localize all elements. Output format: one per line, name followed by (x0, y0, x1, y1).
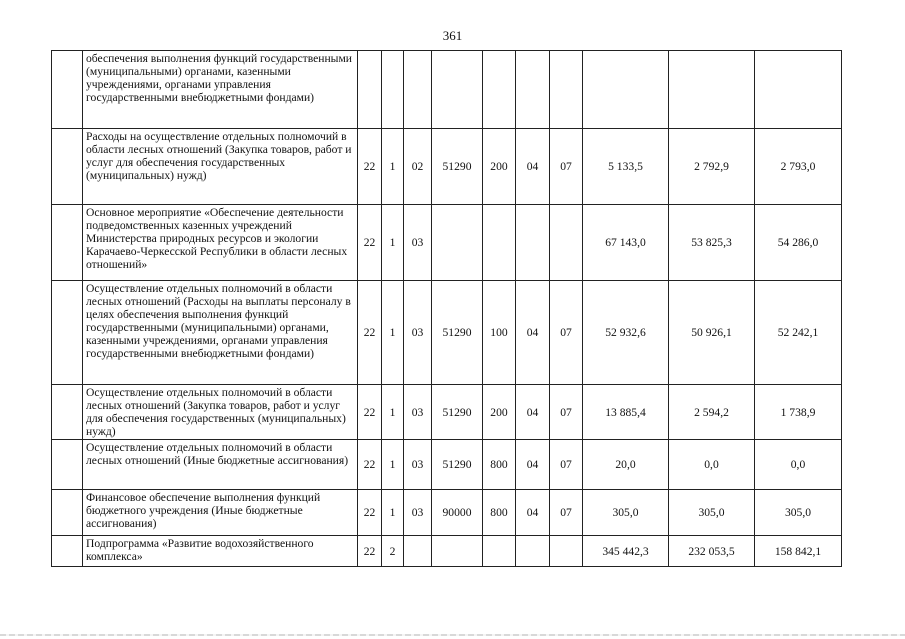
amount-year2-cell: 232 053,5 (669, 536, 755, 567)
code-direction-cell (432, 536, 483, 567)
table-row (52, 51, 842, 129)
code-direction-cell: 51290 (432, 129, 483, 205)
row-number-cell (52, 51, 83, 129)
code-rz-cell: 04 (516, 490, 550, 536)
amount-year1-cell: 345 442,3 (583, 536, 669, 567)
code-gp-cell (358, 51, 382, 129)
code-gp-cell: 22 (358, 490, 382, 536)
code-direction-cell: 51290 (432, 385, 483, 440)
amount-year1-cell (583, 51, 669, 129)
code-om-cell (404, 51, 432, 129)
table-row (52, 440, 842, 490)
code-rz-cell (516, 51, 550, 129)
code-om-cell: 03 (404, 281, 432, 385)
row-number-cell (52, 385, 83, 440)
amount-year2-cell: 305,0 (669, 490, 755, 536)
code-pr-cell (550, 51, 583, 129)
row-number-cell (52, 536, 83, 567)
amount-year2-cell: 2 594,2 (669, 385, 755, 440)
code-rz-cell: 04 (516, 129, 550, 205)
amount-year1-cell: 52 932,6 (583, 281, 669, 385)
code-rz-cell (516, 205, 550, 281)
table-row (52, 385, 842, 440)
code-om-cell: 03 (404, 205, 432, 281)
code-vr-cell: 800 (483, 490, 516, 536)
code-gp-cell: 22 (358, 536, 382, 567)
code-rz-cell: 04 (516, 385, 550, 440)
code-sp-cell: 1 (382, 490, 404, 536)
code-gp-cell: 22 (358, 440, 382, 490)
code-sp-cell: 1 (382, 281, 404, 385)
code-rz-cell: 04 (516, 440, 550, 490)
row-number-cell (52, 440, 83, 490)
code-gp-cell: 22 (358, 281, 382, 385)
amount-year1-cell: 13 885,4 (583, 385, 669, 440)
amount-year3-cell: 158 842,1 (755, 536, 842, 567)
code-sp-cell: 1 (382, 205, 404, 281)
scan-edge (0, 634, 905, 636)
row-name-cell: Финансовое обеспечение выполнения функций бюджетного учреждения (Иные бюджетные ассигнования) (83, 490, 358, 536)
code-pr-cell: 07 (550, 385, 583, 440)
page-number: 361 (442, 28, 463, 43)
code-rz-cell: 04 (516, 281, 550, 385)
code-om-cell: 03 (404, 490, 432, 536)
row-name-cell: Расходы на осуществление отдельных полномочий в области лесных отношений (Закупка товаров, работ и услуг для обеспечения государственных (муниципальных) нужд) (83, 129, 358, 205)
amount-year1-cell: 5 133,5 (583, 129, 669, 205)
code-gp-cell: 22 (358, 129, 382, 205)
amount-year3-cell (755, 51, 842, 129)
code-direction-cell (432, 51, 483, 129)
code-sp-cell: 1 (382, 129, 404, 205)
code-rz-cell (516, 536, 550, 567)
row-name-cell: Подпрограмма «Развитие водохозяйственного комплекса» (83, 536, 358, 567)
row-number-cell (52, 490, 83, 536)
code-gp-cell: 22 (358, 385, 382, 440)
code-direction-cell: 51290 (432, 281, 483, 385)
table-row (52, 205, 842, 281)
amount-year2-cell: 0,0 (669, 440, 755, 490)
budget-table (51, 50, 842, 567)
amount-year2-cell: 50 926,1 (669, 281, 755, 385)
code-pr-cell: 07 (550, 490, 583, 536)
amount-year2-cell: 2 792,9 (669, 129, 755, 205)
table-row (52, 129, 842, 205)
amount-year1-cell: 20,0 (583, 440, 669, 490)
code-direction-cell (432, 205, 483, 281)
code-sp-cell (382, 51, 404, 129)
row-name-cell: Осуществление отдельных полномочий в области лесных отношений (Расходы на выплаты персоналу в целях обеспечения выполнения функций государственными (муниципальными) органами, казенными учреждениями, органами управления государственными внебюджетными фондами) (83, 281, 358, 385)
row-number-cell (52, 281, 83, 385)
code-pr-cell: 07 (550, 129, 583, 205)
amount-year3-cell: 305,0 (755, 490, 842, 536)
code-vr-cell (483, 536, 516, 567)
code-vr-cell: 200 (483, 385, 516, 440)
row-number-cell (52, 205, 83, 281)
code-pr-cell: 07 (550, 440, 583, 490)
code-om-cell: 03 (404, 440, 432, 490)
code-vr-cell: 100 (483, 281, 516, 385)
table-row (52, 536, 842, 567)
code-vr-cell: 200 (483, 129, 516, 205)
code-vr-cell: 800 (483, 440, 516, 490)
code-sp-cell: 2 (382, 536, 404, 567)
code-direction-cell: 90000 (432, 490, 483, 536)
code-direction-cell: 51290 (432, 440, 483, 490)
amount-year1-cell: 305,0 (583, 490, 669, 536)
row-name-cell: Осуществление отдельных полномочий в области лесных отношений (Иные бюджетные ассигнования) (83, 440, 358, 490)
table-row (52, 490, 842, 536)
code-pr-cell (550, 536, 583, 567)
code-om-cell: 03 (404, 385, 432, 440)
amount-year1-cell: 67 143,0 (583, 205, 669, 281)
code-vr-cell (483, 51, 516, 129)
row-number-cell (52, 129, 83, 205)
row-name-cell: обеспечения выполнения функций государственными (муниципальными) органами, казенными учреждениями, органами управления государственными внебюджетными фондами) (83, 51, 358, 129)
amount-year3-cell: 0,0 (755, 440, 842, 490)
row-name-cell: Осуществление отдельных полномочий в области лесных отношений (Закупка товаров, работ и услуг для обеспечения государственных (муниципальных) нужд) (83, 385, 358, 440)
code-sp-cell: 1 (382, 385, 404, 440)
amount-year3-cell: 52 242,1 (755, 281, 842, 385)
code-pr-cell: 07 (550, 281, 583, 385)
code-vr-cell (483, 205, 516, 281)
amount-year3-cell: 1 738,9 (755, 385, 842, 440)
table-row (52, 281, 842, 385)
amount-year2-cell: 53 825,3 (669, 205, 755, 281)
row-name-cell: Основное мероприятие «Обеспечение деятельности подведомственных казенных учреждений Министерства природных ресурсов и экологии Карачаево-Черкесской Республики в области лесных отношений» (83, 205, 358, 281)
code-om-cell (404, 536, 432, 567)
amount-year2-cell (669, 51, 755, 129)
code-sp-cell: 1 (382, 440, 404, 490)
amount-year3-cell: 54 286,0 (755, 205, 842, 281)
code-pr-cell (550, 205, 583, 281)
amount-year3-cell: 2 793,0 (755, 129, 842, 205)
code-om-cell: 02 (404, 129, 432, 205)
code-gp-cell: 22 (358, 205, 382, 281)
